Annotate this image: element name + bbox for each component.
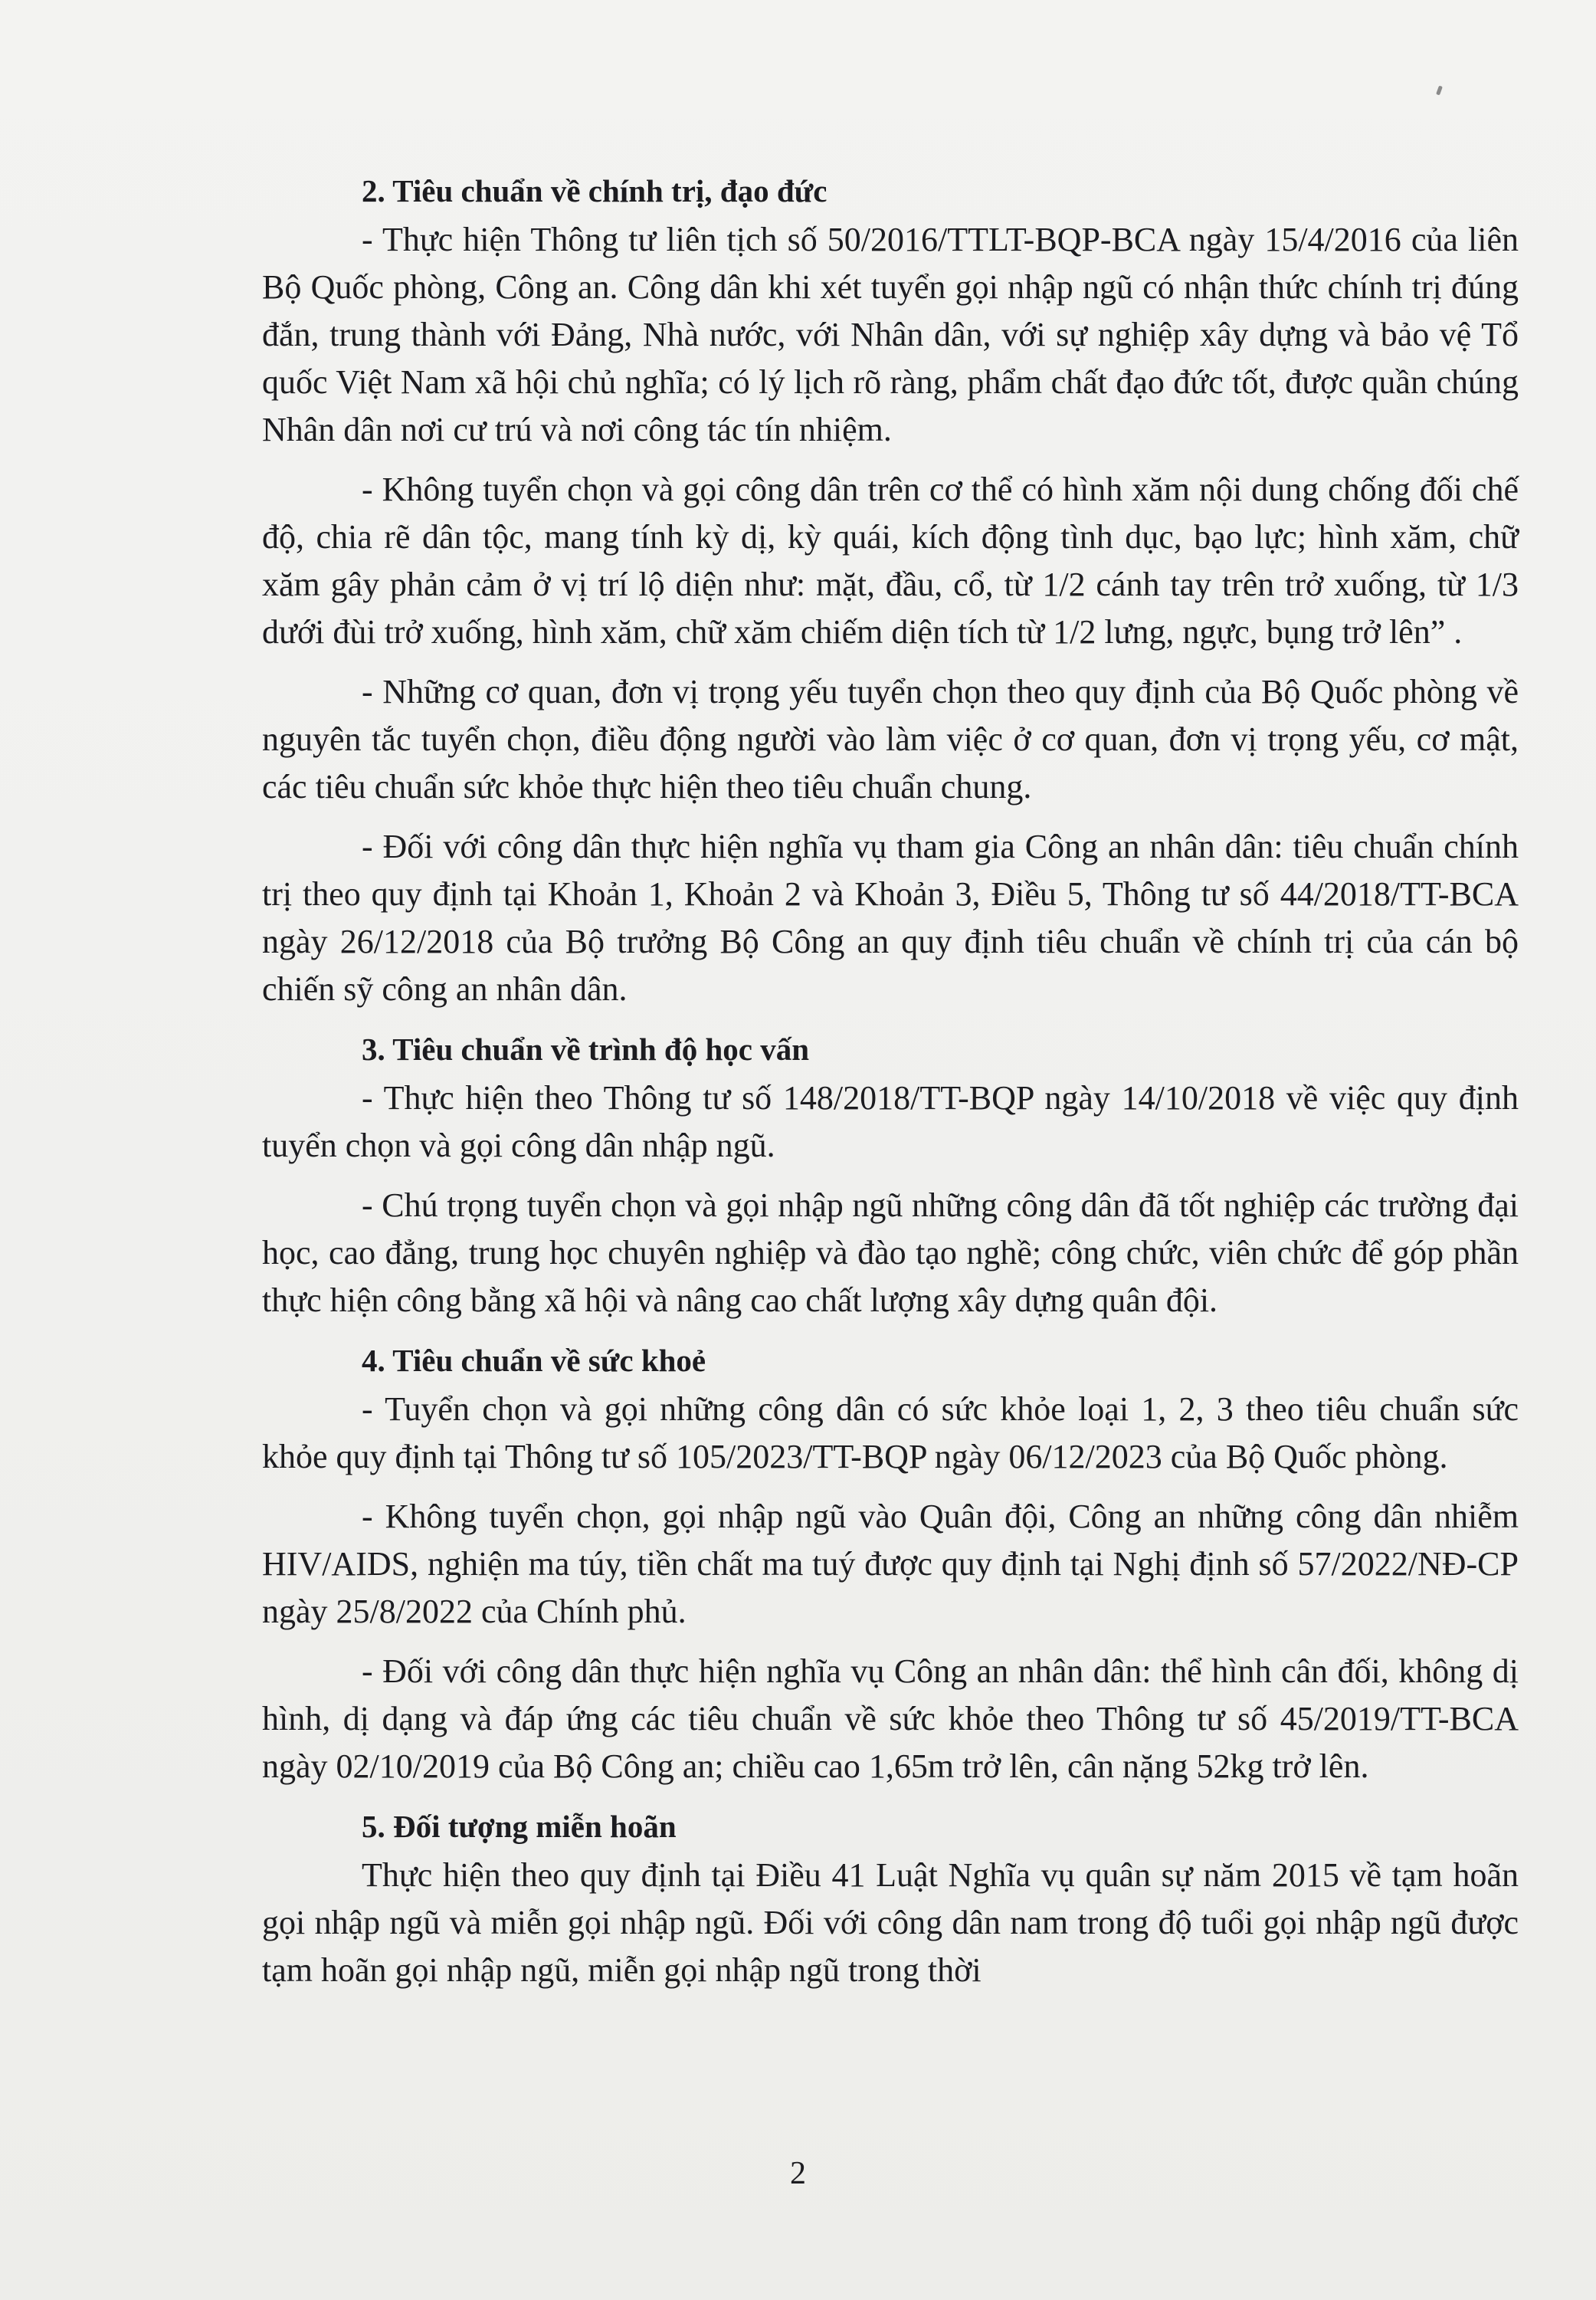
paragraph: - Thực hiện theo Thông tư số 148/2018/TT-BQP ngày 14/10/2018 về việc quy định tuyển chọn và gọi công dân nhập ngũ.: [262, 1079, 1519, 1164]
paragraph: Thực hiện theo quy định tại Điều 41 Luật Nghĩa vụ quân sự năm 2015 về tạm hoãn gọi nhập ngũ và miễn gọi nhập ngũ. Đối với công dân nam trong độ tuổi gọi nhập ngũ được tạm hoãn gọi nhập ngũ, miễn gọi nhập ngũ trong thời: [262, 1856, 1519, 1989]
paragraph: - Đối với công dân thực hiện nghĩa vụ tham gia Công an nhân dân: tiêu chuẩn chính trị theo quy định tại Khoản 1, Khoản 2 và Khoản 3, Điều 5, Thông tư số 44/2018/TT-BCA ngày 26/12/2018 của Bộ trưởng Bộ Công an quy định tiêu chuẩn về chính trị của cán bộ chiến sỹ công an nhân dân.: [262, 828, 1519, 1008]
paragraph: - Đối với công dân thực hiện nghĩa vụ Công an nhân dân: thể hình cân đối, không dị hình, dị dạng và đáp ứng các tiêu chuẩn về sức khỏe theo Thông tư số 45/2019/TT-BCA ngày 02/10/2019 của Bộ Công an; chiều cao 1,65m trở lên, cân nặng 52kg trở lên.: [262, 1652, 1519, 1785]
paragraph: - Những cơ quan, đơn vị trọng yếu tuyển chọn theo quy định của Bộ Quốc phòng về nguyên tắc tuyển chọn, điều động người vào làm việc ở cơ quan, đơn vị trọng yếu, cơ mật, các tiêu chuẩn sức khỏe thực hiện theo tiêu chuẩn chung.: [262, 673, 1519, 805]
page-number: 2: [790, 2156, 806, 2191]
section-education-standards: [262, 1025, 1519, 1324]
paper-speck: [1436, 86, 1443, 96]
section-title: 2. Tiêu chuẩn về chính trị, đạo đức: [362, 173, 827, 208]
section-title: 4. Tiêu chuẩn về sức khoẻ: [362, 1343, 706, 1378]
paragraph: - Không tuyển chọn, gọi nhập ngũ vào Quân đội, Công an những công dân nhiễm HIV/AIDS, nghiện ma túy, tiền chất ma tuý được quy định tại Nghị định số 57/2022/NĐ-CP ngày 25/8/2022 của Chính phủ.: [262, 1498, 1519, 1630]
section-exemption: [262, 1803, 1519, 1994]
paragraph: - Không tuyển chọn và gọi công dân trên cơ thể có hình xăm nội dung chống đối chế độ, chia rẽ dân tộc, mang tính kỳ dị, kỳ quái, kích động tình dục, bạo lực; hình xăm, chữ xăm gây phản cảm ở vị trí lộ diện như: mặt, đầu, cổ, từ 1/2 cánh tay trên trở xuống, từ 1/3 dưới đùi trở xuống, hình xăm, chữ xăm chiếm diện tích từ 1/2 lưng, ngực, bụng trở lên” .: [262, 471, 1519, 651]
section-title: 3. Tiêu chuẩn về trình độ học vấn: [362, 1032, 810, 1067]
section-title: 5. Đối tượng miễn hoãn: [362, 1809, 677, 1844]
paragraph: - Chú trọng tuyển chọn và gọi nhập ngũ những công dân đã tốt nghiệp các trường đại học, cao đẳng, trung học chuyên nghiệp và đào tạo nghề; công chức, viên chức để góp phần thực hiện công bằng xã hội và nâng cao chất lượng xây dựng quân đội.: [262, 1186, 1519, 1319]
section-political-standards: [262, 167, 1519, 1013]
document-body: [262, 167, 1519, 2006]
section-health-standards: [262, 1337, 1519, 1790]
paragraph: - Tuyển chọn và gọi những công dân có sức khỏe loại 1, 2, 3 theo tiêu chuẩn sức khỏe quy định tại Thông tư số 105/2023/TT-BQP ngày 06/12/2023 của Bộ Quốc phòng.: [262, 1390, 1519, 1475]
paragraph: - Thực hiện Thông tư liên tịch số 50/2016/TTLT-BQP-BCA ngày 15/4/2016 của liên Bộ Quốc phòng, Công an. Công dân khi xét tuyển gọi nhập ngũ có nhận thức chính trị đúng đắn, trung thành với Đảng, Nhà nước, với Nhân dân, với sự nghiệp xây dựng và bảo vệ Tổ quốc Việt Nam xã hội chủ nghĩa; có lý lịch rõ ràng, phẩm chất đạo đức tốt, được quần chúng Nhân dân nơi cư trú và nơi công tác tín nhiệm.: [262, 221, 1519, 448]
